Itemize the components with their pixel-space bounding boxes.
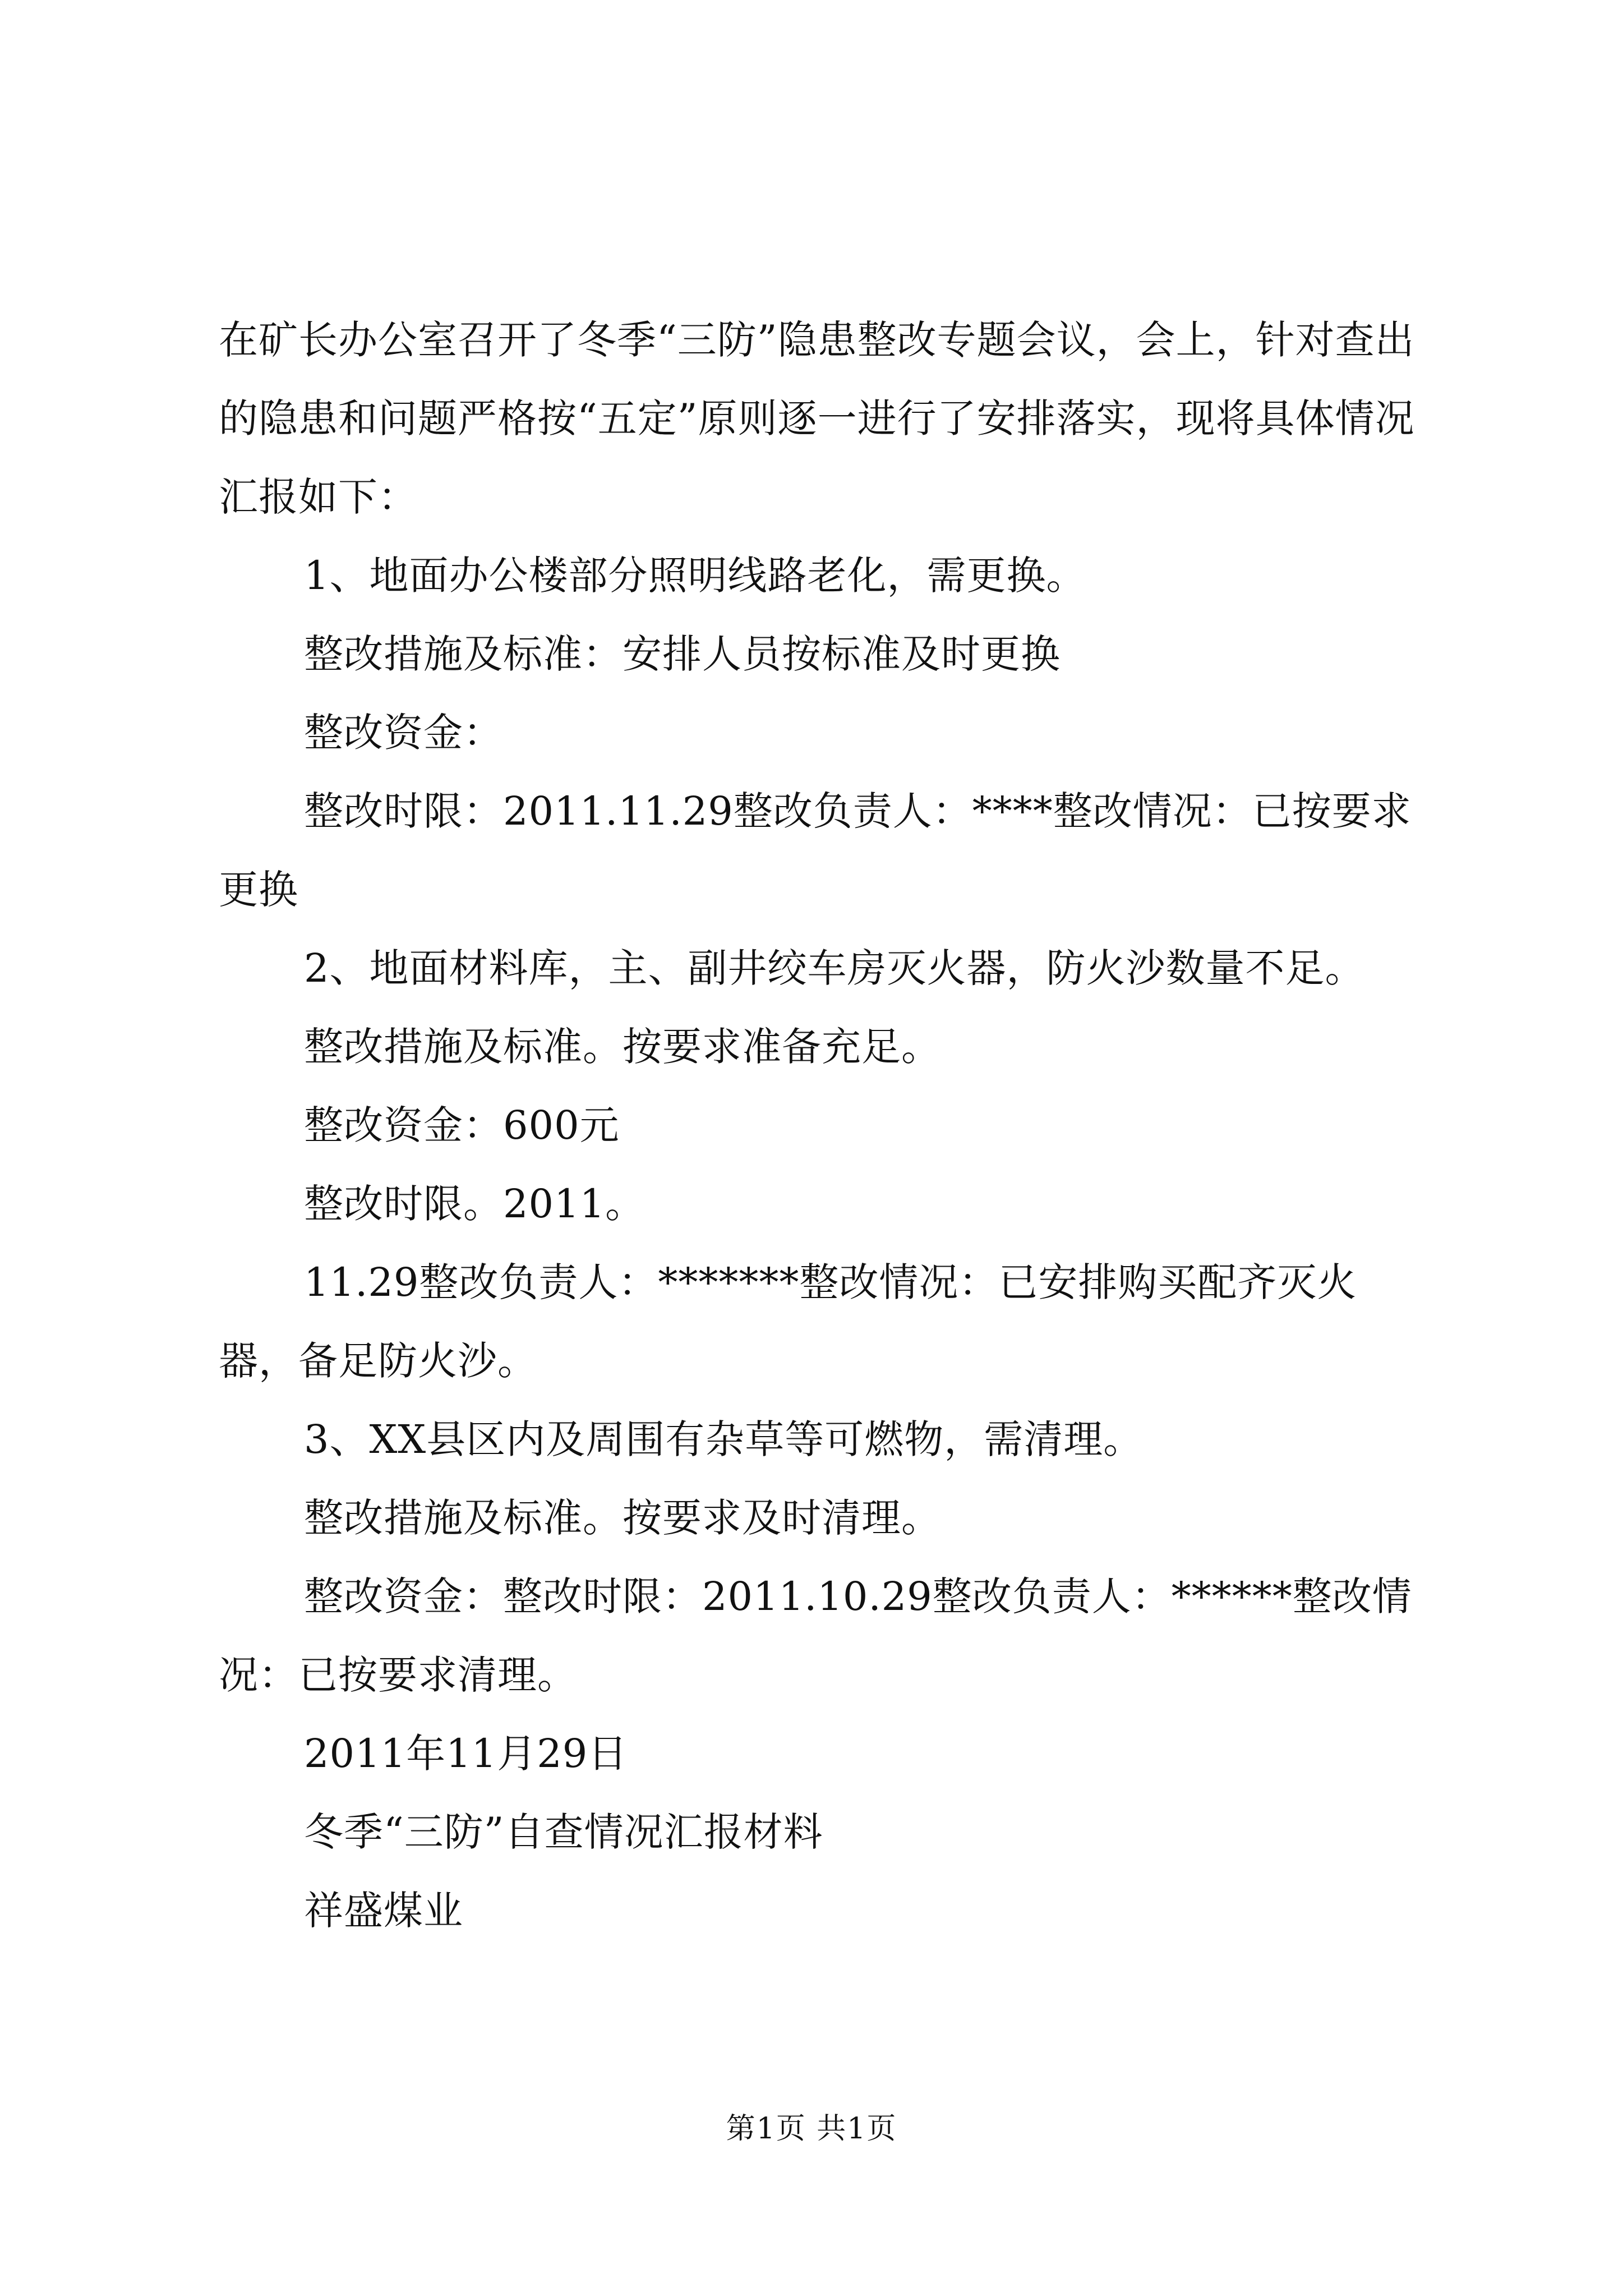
item-2-heading: 2、地面材料库，主、副井绞车房灭火器，防火沙数量不足。: [304, 945, 1365, 991]
document-date: 2011年11月29日: [304, 1731, 628, 1777]
document-title: 冬季“三防”自查情况汇报材料: [304, 1809, 823, 1855]
item-3-heading: 3、XX县区内及周围有杂草等可燃物，需清理。: [304, 1416, 1144, 1462]
item-2-responsible: 11.29整改负责人：*******整改情况：已安排购买配齐灭火器，备足防火沙。: [219, 1259, 1357, 1384]
item-1-heading: 1、地面办公楼部分照明线路老化，需更换。: [304, 553, 1086, 599]
item-1-deadline: 整改时限：2011.11.29整改负责人：****整改情况：已按要求更换: [219, 788, 1412, 913]
company-name: 祥盛煤业: [304, 1888, 463, 1934]
item-2-funds: 整改资金：600元: [304, 1102, 620, 1148]
intro-paragraph: 在矿长办公室召开了冬季“三防”隐患整改专题会议，会上，针对查出的隐患和问题严格按“五定”原则逐一进行了安排落实，现将具体情况汇报如下：: [219, 317, 1415, 520]
item-1-funds: 整改资金：: [304, 710, 503, 756]
page-footer: 第1页 共1页: [726, 2112, 897, 2146]
item-1-measures: 整改措施及标准：安排人员按标准及时更换: [304, 631, 1061, 677]
item-2-measures: 整改措施及标准。按要求准备充足。: [304, 1024, 941, 1070]
item-3-funds-deadline: 整改资金：整改时限：2011.10.29整改负责人：******整改情况：已按要求清理。: [219, 1573, 1412, 1698]
item-2-deadline: 整改时限。2011。: [304, 1181, 645, 1227]
item-3-measures: 整改措施及标准。按要求及时清理。: [304, 1495, 941, 1541]
document-body: [219, 301, 1424, 1950]
